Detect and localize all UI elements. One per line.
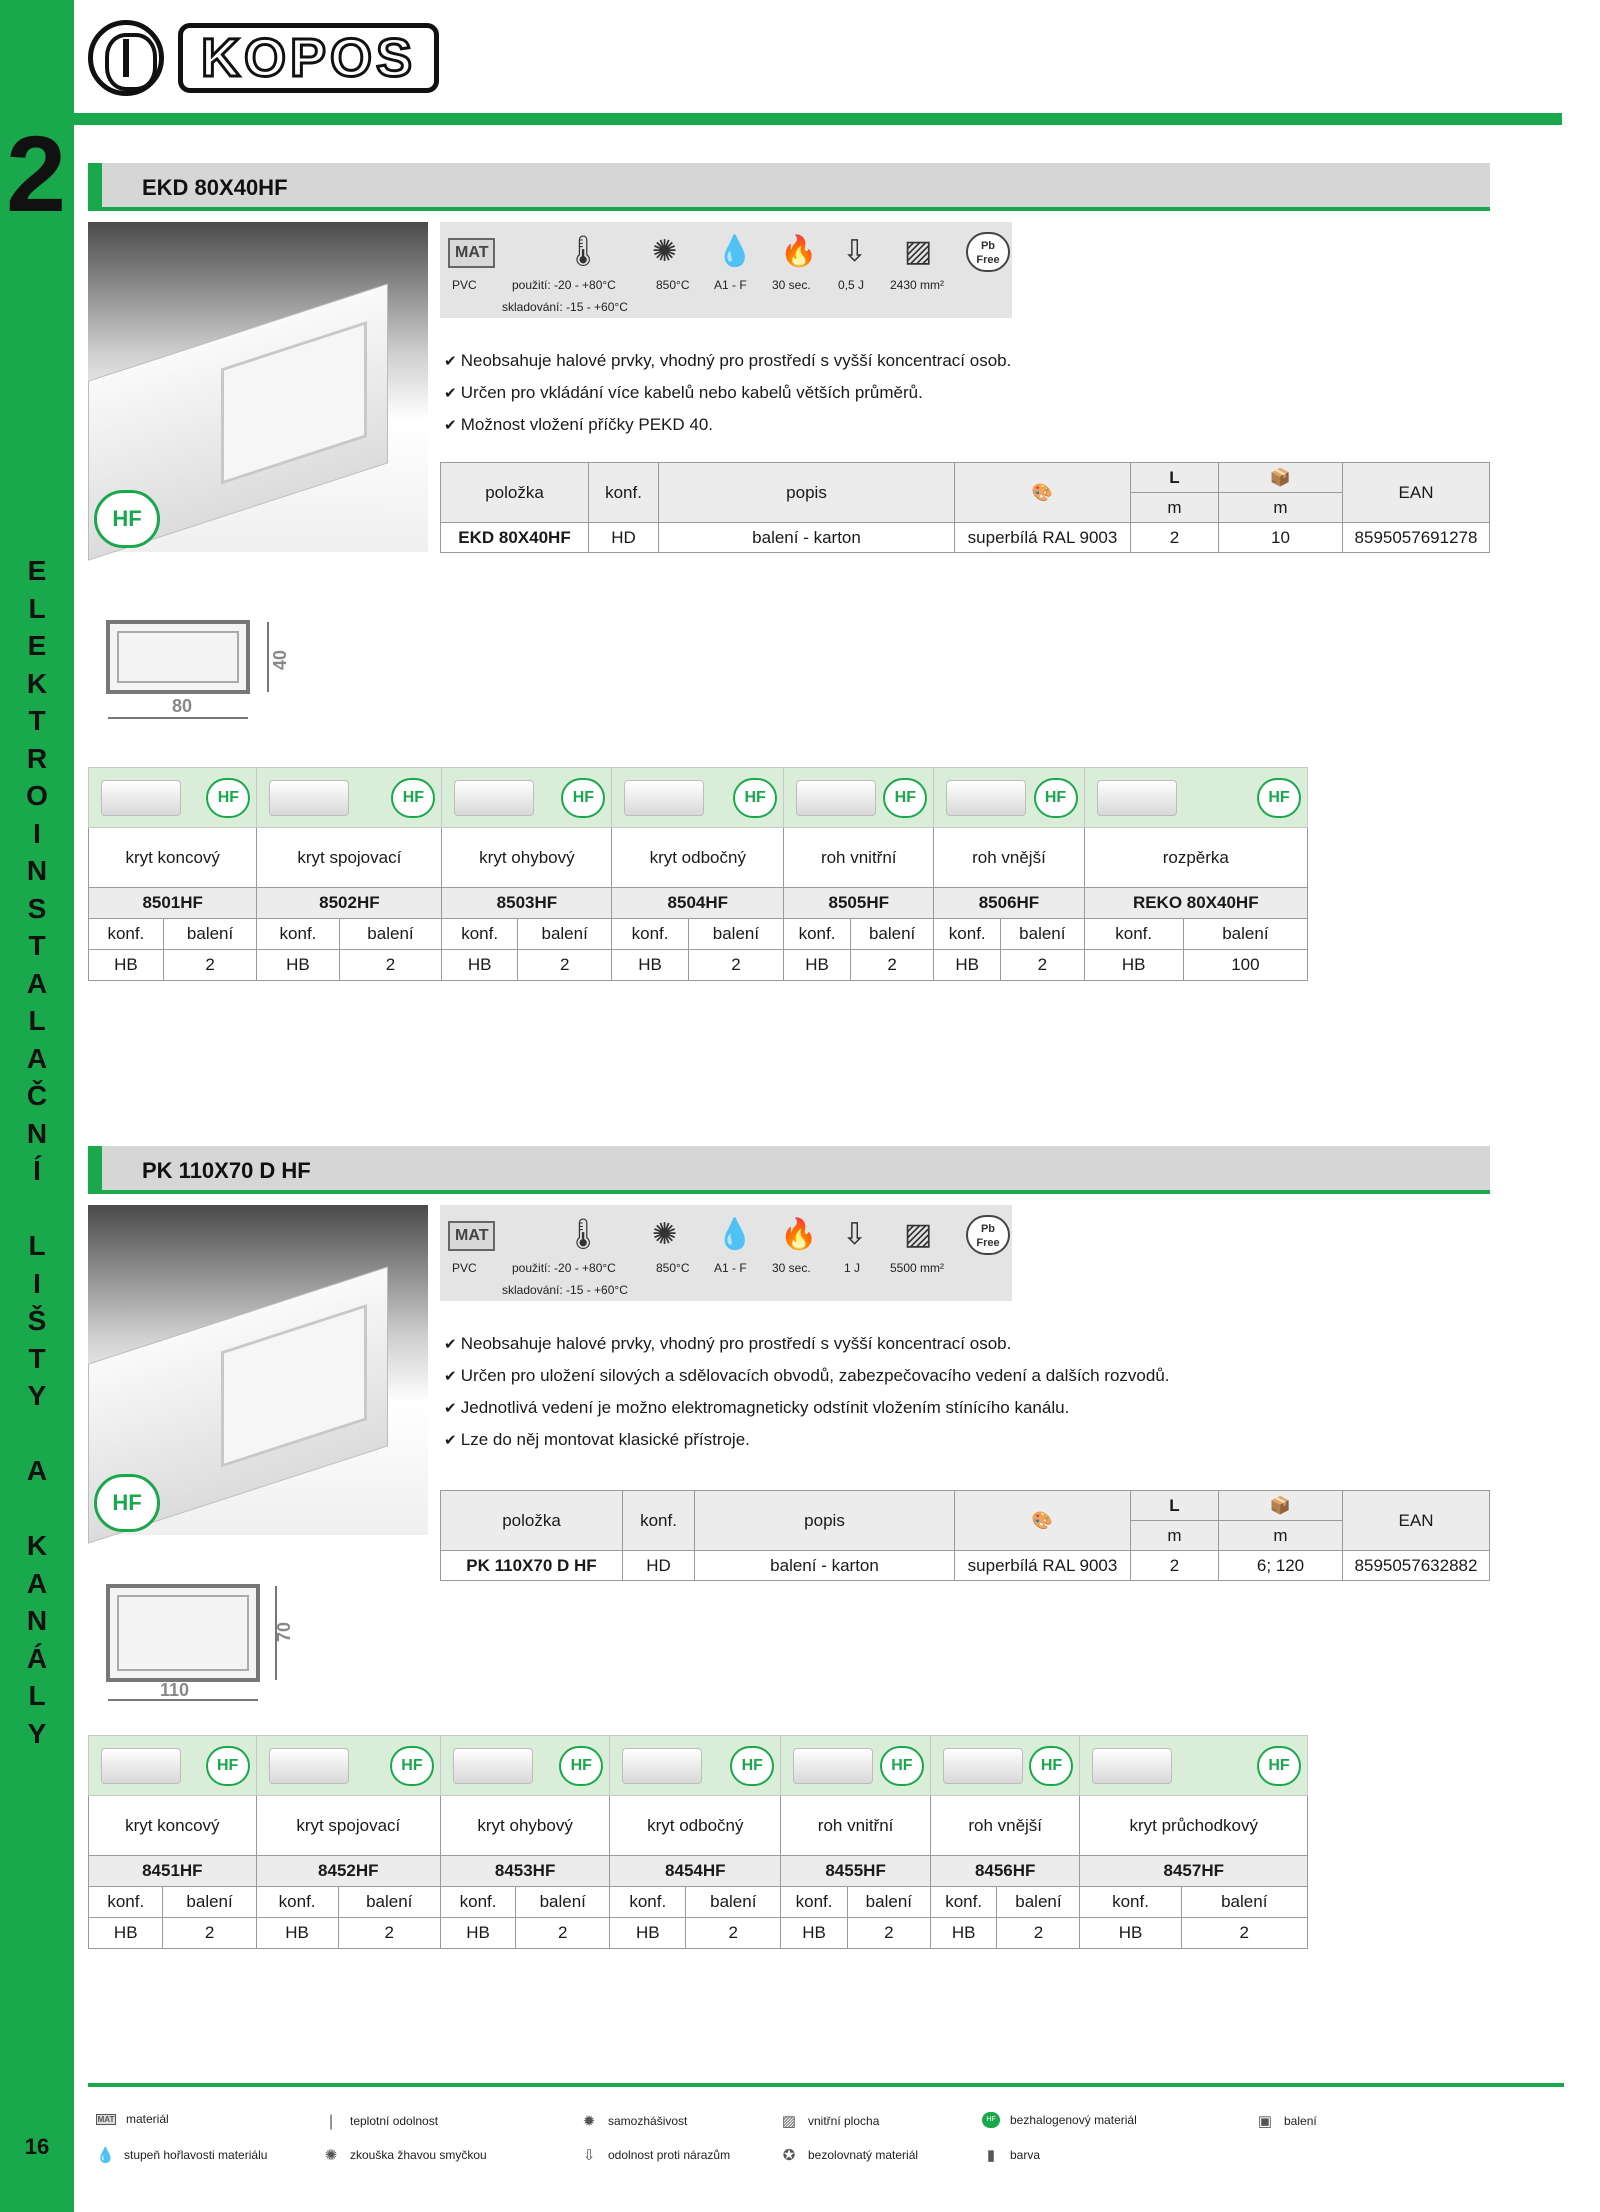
acc-conf: HB (784, 950, 851, 981)
accessory-image (781, 1736, 931, 1796)
acc-header-pack: balení (1183, 919, 1307, 950)
mat-material: PVC (452, 1261, 477, 1275)
acc-header-conf: konf. (784, 919, 851, 950)
box-icon: ▣ (1257, 2113, 1273, 2130)
cell-conf: HD (623, 1551, 695, 1581)
section-title: EKD 80X40HF (142, 175, 288, 200)
page-number: 16 (24, 2134, 50, 2159)
vertical-letter: N (26, 855, 48, 886)
col-length: L (1131, 1491, 1219, 1521)
lead-free-icon: ✪ (782, 2147, 796, 2164)
acc-conf: HB (930, 1918, 996, 1949)
accessory-name: roh vnitřní (781, 1796, 931, 1856)
vertical-letter: T (28, 1342, 46, 1374)
unit-m: m (1219, 493, 1343, 523)
legend-label: materiál (126, 2112, 169, 2126)
accessory-image (612, 768, 784, 828)
cell-item: EKD 80X40HF (441, 523, 589, 553)
flame-drop-icon: 💧 (716, 235, 754, 268)
cross-section-drawing (100, 600, 290, 730)
accessory-name: kryt spojovací (257, 828, 442, 888)
drawing-width: 110 (160, 1680, 190, 1700)
mat-use-temp: použití: -20 - +80°C (512, 1261, 616, 1275)
accessory-name: kryt odbočný (612, 828, 784, 888)
feature-item: ✔ Neobsahuje halové prvky, vhodný pro prostředí s vyšší koncentrací osob. (444, 345, 1011, 377)
cell-length: 2 (1131, 523, 1219, 553)
accessory-image (1080, 1736, 1308, 1796)
material-strip (440, 222, 1012, 318)
vertical-letter: K (26, 667, 48, 699)
legend-label: zkouška žhavou smyčkou (350, 2148, 487, 2162)
acc-pack: 2 (850, 950, 933, 981)
hf-badge-icon: HF (206, 778, 250, 818)
accessory-photo (624, 780, 704, 816)
accessory-photo (269, 1748, 349, 1784)
accessories-table (88, 767, 1308, 981)
cell-desc: balení - karton (659, 523, 955, 553)
accessory-image (930, 1736, 1080, 1796)
cell-color: superbílá RAL 9003 (955, 1551, 1131, 1581)
accessory-code: 8457HF (1080, 1856, 1308, 1887)
accessory-photo (796, 780, 876, 816)
vertical-letter: Á (26, 1642, 48, 1674)
acc-header-conf: konf. (934, 919, 1001, 950)
feature-list (444, 345, 1011, 441)
acc-pack: 2 (163, 950, 257, 981)
acc-header-pack: balení (163, 1887, 256, 1918)
acc-header-conf: konf. (781, 1887, 847, 1918)
legend-label: bezhalogenový materiál (1010, 2113, 1137, 2127)
box-icon: 📦 (1219, 463, 1343, 493)
acc-header-conf: konf. (610, 1887, 686, 1918)
chapter-vertical-title (0, 552, 74, 1752)
accessory-image (1084, 768, 1307, 828)
legend-label: samozhášivost (608, 2114, 688, 2128)
thermometer-icon: 🌡 (564, 235, 603, 268)
hf-badge-icon: HF (206, 1746, 250, 1786)
hf-badge-icon: HF (94, 490, 160, 548)
section-title: PK 110X70 D HF (142, 1158, 311, 1183)
footer-rule (88, 2083, 1564, 2087)
acc-header-pack: balení (1001, 919, 1084, 950)
feature-item: ✔ Neobsahuje halové prvky, vhodný pro prostředí s vyšší koncentrací osob. (444, 1328, 1170, 1360)
vertical-letter: S (27, 892, 47, 924)
accessory-image (440, 1736, 609, 1796)
mat-use-temp: použití: -20 - +80°C (512, 278, 616, 292)
vertical-letter: L (28, 1005, 46, 1036)
acc-conf: HB (1080, 1918, 1181, 1949)
col-item: položka (441, 463, 589, 523)
col-conf: konf. (589, 463, 659, 523)
accessory-code: 8453HF (440, 1856, 609, 1887)
acc-header-conf: konf. (89, 1887, 163, 1918)
feature-item: ✔ Možnost vložení příčky PEKD 40. (444, 409, 1011, 441)
self-extinguish-icon: 🔥 (780, 235, 818, 268)
acc-conf: HB (442, 950, 518, 981)
mat-material: PVC (452, 278, 477, 292)
acc-header-pack: balení (339, 919, 442, 950)
acc-conf: HB (89, 1918, 163, 1949)
legend (96, 2112, 1556, 2172)
accessory-code: 8452HF (256, 1856, 440, 1887)
legend-label: stupeň hořlavosti materiálu (124, 2148, 268, 2162)
mat-time: 30 sec. (772, 1261, 811, 1275)
hf-badge-icon: HF (883, 778, 927, 818)
unit-m: m (1131, 493, 1219, 523)
accessory-photo (946, 780, 1026, 816)
mat-storage: skladování: -15 - +60°C (502, 300, 628, 314)
legend-label: vnitřní plocha (808, 2114, 880, 2128)
accessory-image (256, 1736, 440, 1796)
header-rule (74, 113, 1562, 125)
mat-icon: MAT (448, 238, 495, 268)
accessory-image (442, 768, 612, 828)
inner-area-icon: ▨ (781, 2113, 797, 2130)
cell-pack: 6; 120 (1219, 1551, 1343, 1581)
section-title-bar (88, 1146, 1490, 1194)
acc-header-conf: konf. (257, 919, 339, 950)
acc-header-conf: konf. (1084, 919, 1183, 950)
hf-badge-icon: HF (730, 1746, 774, 1786)
acc-pack: 2 (688, 950, 783, 981)
vertical-letter (0, 1415, 74, 1453)
impact-icon: ⇩ (842, 1218, 868, 1251)
legend-item (780, 2146, 918, 2164)
vertical-letter: E (27, 555, 47, 586)
chapter-number: 2 (6, 113, 67, 234)
col-ean: EAN (1343, 1491, 1490, 1551)
feature-item: ✔ Určen pro uložení silových a sdělovacích obvodů, zabezpečovacího vedení a dalších rozvodů. (444, 1360, 1170, 1392)
legend-item (580, 2112, 687, 2130)
acc-header-pack: balení (997, 1887, 1080, 1918)
acc-header-pack: balení (850, 919, 933, 950)
accessory-image (257, 768, 442, 828)
acc-conf: HB (256, 1918, 338, 1949)
mat-impact: 1 J (844, 1261, 861, 1275)
drawing-height: 70 (274, 1621, 294, 1642)
accessory-name: roh vnější (930, 1796, 1080, 1856)
unit-m: m (1219, 1521, 1343, 1551)
vertical-letter: A (26, 967, 48, 999)
hf-badge-icon: HF (94, 1474, 160, 1532)
header-squares (1504, 113, 1556, 125)
legend-item (780, 2112, 879, 2130)
accessory-code: 8451HF (89, 1856, 257, 1887)
acc-header-pack: balení (847, 1887, 930, 1918)
spec-table (440, 462, 1490, 553)
vertical-letter: Š (27, 1305, 47, 1336)
legend-label: barva (1010, 2148, 1041, 2162)
accessory-photo (943, 1748, 1023, 1784)
glow-wire-icon: ✺ (652, 235, 678, 268)
box-icon: 📦 (1219, 1491, 1343, 1521)
acc-conf: HB (1084, 950, 1183, 981)
accessory-image (89, 1736, 257, 1796)
lead-free-icon: Pb Free (966, 1215, 1010, 1255)
inner-area-icon: ▨ (904, 1218, 933, 1251)
vertical-letter: Í (33, 1155, 41, 1186)
legend-item (96, 2112, 169, 2126)
accessory-photo (101, 780, 181, 816)
acc-pack: 2 (847, 1918, 930, 1949)
accessory-photo (101, 1748, 181, 1784)
legend-item (580, 2146, 730, 2164)
acc-conf: HB (257, 950, 339, 981)
vertical-letter: K (26, 1530, 48, 1561)
mat-storage: skladování: -15 - +60°C (502, 1283, 628, 1297)
accessory-name: kryt ohybový (440, 1796, 609, 1856)
acc-header-conf: konf. (256, 1887, 338, 1918)
mat-icon: MAT (448, 1221, 495, 1251)
mat-icon: MAT (97, 2114, 115, 2124)
paint-icon: 🎨 (955, 463, 1131, 523)
inner-area-icon: ▨ (904, 235, 933, 268)
acc-pack: 2 (339, 950, 442, 981)
vertical-letter (0, 1490, 74, 1528)
hf-badge-icon: HF (880, 1746, 924, 1786)
feature-list (444, 1328, 1170, 1456)
spec-table (440, 1490, 1490, 1581)
accessory-code: 8503HF (442, 888, 612, 919)
cell-item: PK 110X70 D HF (441, 1551, 623, 1581)
flame-drop-icon: 💧 (96, 2147, 115, 2164)
mat-glow: 850°C (656, 278, 690, 292)
accessory-code: 8501HF (89, 888, 257, 919)
accessory-image (89, 768, 257, 828)
cell-conf: HD (589, 523, 659, 553)
accessory-name: kryt koncový (89, 1796, 257, 1856)
vertical-letter: A (26, 1567, 48, 1599)
cell-ean: 8595057632882 (1343, 1551, 1490, 1581)
legend-label: odolnost proti nárazům (608, 2148, 731, 2162)
legend-item (1256, 2112, 1317, 2130)
mat-class: A1 - F (714, 278, 747, 292)
feature-item: ✔ Jednotlivá vedení je možno elektromagneticky odstínit vložením stínícího kanálu. (444, 1392, 1170, 1424)
mat-glow: 850°C (656, 1261, 690, 1275)
accessory-photo (454, 780, 534, 816)
legend-item (322, 2112, 438, 2130)
vertical-letter: I (33, 1267, 41, 1299)
acc-header-conf: konf. (89, 919, 164, 950)
vertical-letter: O (26, 780, 48, 811)
accessory-name: kryt koncový (89, 828, 257, 888)
acc-pack: 2 (517, 950, 612, 981)
vertical-letter: N (26, 1117, 48, 1149)
vertical-letter: E (27, 630, 47, 661)
accessory-photo (1092, 1748, 1172, 1784)
hf-badge-icon: HF (390, 1746, 434, 1786)
accessory-code: REKO 80X40HF (1084, 888, 1307, 919)
mat-area: 2430 mm² (890, 278, 945, 292)
accessory-name: kryt průchodkový (1080, 1796, 1308, 1856)
acc-header-pack: balení (163, 919, 257, 950)
cell-pack: 10 (1219, 523, 1343, 553)
impact-icon: ⇩ (582, 2147, 596, 2164)
acc-conf: HB (440, 1918, 515, 1949)
accessory-photo (1097, 780, 1177, 816)
legend-label: balení (1284, 2114, 1317, 2128)
accessory-image (610, 1736, 781, 1796)
vertical-letter: T (28, 930, 46, 961)
cell-ean: 8595057691278 (1343, 523, 1490, 553)
accessory-image (784, 768, 934, 828)
hf-badge-icon: HF (1257, 778, 1301, 818)
thermometer-icon: 🌡 (564, 1218, 603, 1251)
col-desc: popis (695, 1491, 955, 1551)
accessory-photo (622, 1748, 702, 1784)
thermometer-icon: ❘ (324, 2113, 338, 2130)
section-title-bar (88, 163, 1490, 211)
accessory-code: 8505HF (784, 888, 934, 919)
acc-pack: 2 (163, 1918, 256, 1949)
accessory-photo (269, 780, 349, 816)
vertical-letter: L (28, 1230, 46, 1261)
impact-icon: ⇩ (842, 235, 868, 268)
hf-badge-icon: HF (559, 1746, 603, 1786)
acc-pack: 2 (997, 1918, 1080, 1949)
glow-wire-icon: ✺ (324, 2147, 338, 2164)
acc-header-pack: balení (686, 1887, 781, 1918)
col-desc: popis (659, 463, 955, 523)
acc-header-conf: konf. (612, 919, 688, 950)
acc-header-pack: balení (1181, 1887, 1307, 1918)
vertical-letter: Č (26, 1080, 48, 1111)
hf-badge-icon: HF (1257, 1746, 1301, 1786)
accessory-name: roh vnitřní (784, 828, 934, 888)
mat-area: 5500 mm² (890, 1261, 945, 1275)
acc-header-conf: konf. (442, 919, 518, 950)
accessory-code: 8454HF (610, 1856, 781, 1887)
col-conf: konf. (623, 1491, 695, 1551)
col-length: L (1131, 463, 1219, 493)
accessory-photo (793, 1748, 873, 1784)
hf-icon: HF (982, 2112, 1000, 2128)
legend-label: teplotní odolnost (350, 2114, 439, 2128)
flame-drop-icon: 💧 (716, 1218, 754, 1251)
vertical-letter: T (28, 705, 46, 736)
acc-conf: HB (612, 950, 688, 981)
vertical-letter: A (26, 1042, 48, 1074)
cell-length: 2 (1131, 1551, 1219, 1581)
accessory-name: kryt ohybový (442, 828, 612, 888)
accessory-name: kryt odbočný (610, 1796, 781, 1856)
vertical-letter: Y (27, 1717, 47, 1749)
logo-mark-icon (88, 20, 164, 96)
acc-pack: 2 (686, 1918, 781, 1949)
paint-icon: 🎨 (955, 1491, 1131, 1551)
acc-pack: 2 (1181, 1918, 1307, 1949)
legend-item (982, 2146, 1040, 2164)
kopos-logo (88, 20, 439, 96)
hf-badge-icon: HF (561, 778, 605, 818)
unit-m: m (1131, 1521, 1219, 1551)
vertical-letter: L (28, 1680, 46, 1711)
acc-pack: 100 (1183, 950, 1307, 981)
accessory-name: kryt spojovací (256, 1796, 440, 1856)
glow-wire-icon: ✺ (652, 1218, 678, 1251)
acc-pack: 2 (516, 1918, 610, 1949)
vertical-letter: L (28, 592, 46, 624)
acc-header-pack: balení (516, 1887, 610, 1918)
accessories-table (88, 1735, 1308, 1949)
accessory-code: 8506HF (934, 888, 1084, 919)
acc-conf: HB (934, 950, 1001, 981)
accessory-code: 8502HF (257, 888, 442, 919)
accessory-image (934, 768, 1084, 828)
mat-class: A1 - F (714, 1261, 747, 1275)
mat-time: 30 sec. (772, 278, 811, 292)
hf-badge-icon: HF (733, 778, 777, 818)
col-item: položka (441, 1491, 623, 1551)
self-extinguish-icon: ✹ (582, 2113, 596, 2130)
accessory-code: 8504HF (612, 888, 784, 919)
acc-header-pack: balení (688, 919, 783, 950)
feature-item: ✔ Určen pro vkládání více kabelů nebo kabelů větších průměrů. (444, 377, 1011, 409)
vertical-letter: N (26, 1605, 48, 1636)
acc-header-conf: konf. (1080, 1887, 1181, 1918)
drawing-width: 80 (172, 696, 193, 716)
legend-item (982, 2112, 1137, 2128)
acc-conf: HB (89, 950, 164, 981)
cell-desc: balení - karton (695, 1551, 955, 1581)
acc-header-conf: konf. (440, 1887, 515, 1918)
vertical-letter: A (26, 1455, 48, 1486)
paint-icon: ▮ (986, 2147, 996, 2164)
self-extinguish-icon: 🔥 (780, 1218, 818, 1251)
accessory-name: roh vnější (934, 828, 1084, 888)
accessory-code: 8455HF (781, 1856, 931, 1887)
legend-label: bezolovnatý materiál (808, 2148, 919, 2162)
vertical-letter: I (33, 817, 41, 849)
chapter-sidebar (0, 0, 74, 2212)
material-strip (440, 1205, 1012, 1301)
acc-conf: HB (610, 1918, 686, 1949)
acc-pack: 2 (338, 1918, 440, 1949)
cross-section-drawing (100, 1576, 294, 1706)
acc-header-pack: balení (338, 1887, 440, 1918)
hf-badge-icon: HF (391, 778, 435, 818)
legend-item (322, 2146, 487, 2164)
mat-impact: 0,5 J (838, 278, 865, 292)
accessory-name: rozpěrka (1084, 828, 1307, 888)
lead-free-icon: Pb Free (966, 232, 1010, 272)
acc-header-pack: balení (517, 919, 612, 950)
acc-header-conf: konf. (930, 1887, 996, 1918)
hf-badge-icon: HF (1034, 778, 1078, 818)
feature-item: ✔ Lze do něj montovat klasické přístroje. (444, 1424, 1170, 1456)
accessory-code: 8456HF (930, 1856, 1080, 1887)
col-ean: EAN (1343, 463, 1490, 523)
vertical-letter (0, 1190, 74, 1228)
hf-badge-icon: HF (1029, 1746, 1073, 1786)
acc-pack: 2 (1001, 950, 1084, 981)
legend-item (96, 2146, 267, 2164)
vertical-letter: Y (27, 1380, 47, 1411)
drawing-height: 40 (270, 649, 290, 670)
vertical-letter: R (26, 742, 48, 774)
accessory-photo (453, 1748, 533, 1784)
cell-color: superbílá RAL 9003 (955, 523, 1131, 553)
logo-text: KOPOS (178, 23, 439, 93)
acc-conf: HB (781, 1918, 847, 1949)
